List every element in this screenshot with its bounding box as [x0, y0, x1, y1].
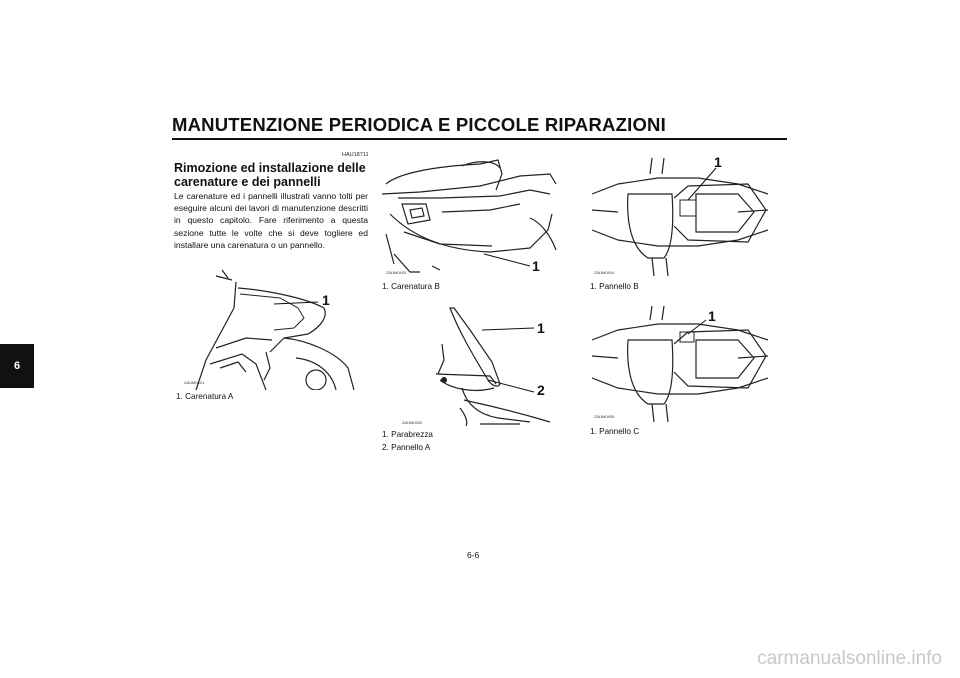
watermark[interactable]: carmanualsonline.info	[757, 648, 942, 669]
callout-1: 1	[322, 292, 330, 308]
callout-1: 1	[708, 308, 716, 324]
caption-line: 1. Pannello C	[590, 427, 640, 436]
image-code: ZAUM0403	[386, 270, 407, 275]
figure-carenatura-a	[176, 268, 356, 390]
caption-line: 1. Carenatura A	[176, 392, 234, 401]
carenatura-a-illustration	[176, 268, 356, 390]
figure-parabrezza	[380, 304, 560, 426]
caption-line: 1. Parabrezza	[382, 430, 433, 439]
callout-1: 1	[532, 258, 540, 274]
caption-parabrezza	[382, 429, 433, 454]
page-number: 6-6	[467, 550, 480, 560]
pannello-c-illustration	[588, 304, 772, 424]
chapter-tab[interactable]: 6	[0, 344, 34, 388]
image-code: ZAUM0405	[594, 414, 615, 419]
pannello-b-illustration	[588, 154, 772, 278]
caption-line: 1. Pannello B	[590, 282, 639, 291]
figure-pannello-b	[588, 154, 772, 278]
caption-carenatura-a	[176, 391, 233, 404]
image-code: ZAUM0402	[402, 420, 423, 425]
section-code: HAU18711	[342, 152, 369, 158]
section-body: Le carenature ed i pannelli illustrati vanno tolti per eseguire alcuni dei lavori di manutenzione descritti in questo capitolo. Fare riferimento a questa sezione tutte le volte che si deve togliere ed installare una carenatura o un pannello.	[174, 191, 368, 250]
caption-line: 2. Pannello A	[382, 442, 431, 452]
caption-pannello-c	[590, 426, 639, 439]
callout-1: 1	[537, 320, 545, 336]
callout-2: 2	[537, 382, 545, 398]
image-code: ZAUM0404	[594, 270, 615, 275]
section-title: Rimozione ed installazione delle carenature e dei pannelli	[174, 161, 366, 189]
caption-pannello-b	[590, 281, 639, 294]
caption-line: 1. Carenatura B	[382, 282, 440, 291]
header-rule	[172, 138, 787, 140]
page-header-title: MANUTENZIONE PERIODICA E PICCOLE RIPARAZIONI	[172, 114, 666, 135]
callout-1: 1	[714, 154, 722, 170]
figure-carenatura-b	[380, 154, 560, 278]
caption-carenatura-b	[382, 281, 440, 294]
image-code: ZAUM0401	[184, 380, 205, 385]
parabrezza-illustration	[380, 304, 560, 426]
figure-pannello-c	[588, 304, 772, 424]
